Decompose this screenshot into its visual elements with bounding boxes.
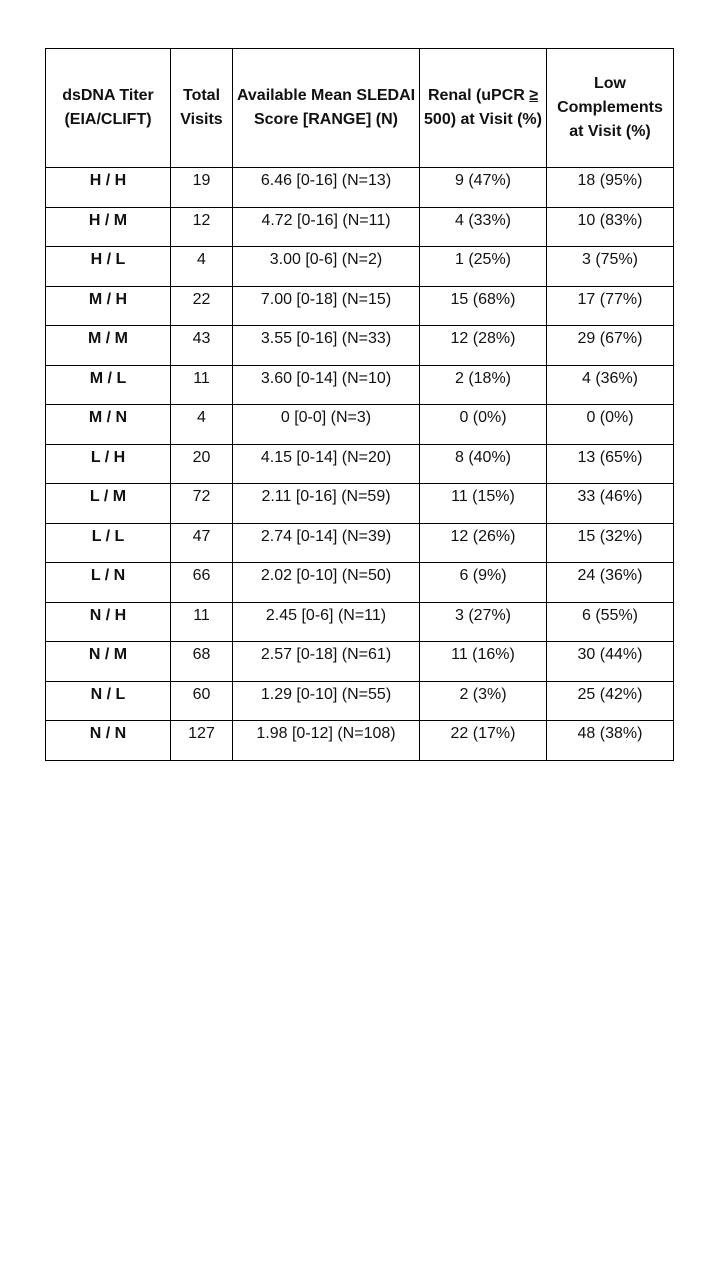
cell-renal: 6 (9%) xyxy=(420,563,547,603)
cell-renal: 0 (0%) xyxy=(420,405,547,445)
cell-total-visits: 72 xyxy=(171,484,233,524)
cell-total-visits: 68 xyxy=(171,642,233,682)
cell-total-visits: 4 xyxy=(171,405,233,445)
cell-titer: H / M xyxy=(46,207,171,247)
table-row xyxy=(46,721,674,761)
sledai-titer-table xyxy=(45,48,674,761)
header-mean-sledai: Available Mean SLEDAI Score [RANGE] (N) xyxy=(233,49,420,168)
cell-titer: M / N xyxy=(46,405,171,445)
cell-titer: N / N xyxy=(46,721,171,761)
cell-titer: L / L xyxy=(46,523,171,563)
header-total-visits: Total Visits xyxy=(171,49,233,168)
cell-titer: H / L xyxy=(46,247,171,287)
table-row xyxy=(46,405,674,445)
table-row xyxy=(46,444,674,484)
cell-total-visits: 12 xyxy=(171,207,233,247)
cell-titer: N / H xyxy=(46,602,171,642)
cell-low-complements: 30 (44%) xyxy=(547,642,674,682)
cell-renal: 4 (33%) xyxy=(420,207,547,247)
cell-mean-sledai: 2.57 [0-18] (N=61) xyxy=(233,642,420,682)
cell-titer: N / L xyxy=(46,681,171,721)
table-body xyxy=(46,168,674,761)
cell-low-complements: 3 (75%) xyxy=(547,247,674,287)
cell-low-complements: 33 (46%) xyxy=(547,484,674,524)
table-row xyxy=(46,286,674,326)
table-header xyxy=(46,49,674,168)
cell-titer: N / M xyxy=(46,642,171,682)
cell-titer: L / H xyxy=(46,444,171,484)
cell-low-complements: 18 (95%) xyxy=(547,168,674,208)
cell-low-complements: 6 (55%) xyxy=(547,602,674,642)
cell-titer: L / M xyxy=(46,484,171,524)
cell-total-visits: 19 xyxy=(171,168,233,208)
cell-titer: H / H xyxy=(46,168,171,208)
cell-total-visits: 11 xyxy=(171,365,233,405)
cell-renal: 11 (16%) xyxy=(420,642,547,682)
cell-titer: M / M xyxy=(46,326,171,366)
cell-total-visits: 60 xyxy=(171,681,233,721)
cell-mean-sledai: 1.98 [0-12] (N=108) xyxy=(233,721,420,761)
cell-total-visits: 11 xyxy=(171,602,233,642)
cell-titer: M / H xyxy=(46,286,171,326)
cell-renal: 2 (18%) xyxy=(420,365,547,405)
cell-low-complements: 10 (83%) xyxy=(547,207,674,247)
cell-low-complements: 0 (0%) xyxy=(547,405,674,445)
cell-renal: 8 (40%) xyxy=(420,444,547,484)
table-row xyxy=(46,365,674,405)
cell-renal: 9 (47%) xyxy=(420,168,547,208)
cell-low-complements: 29 (67%) xyxy=(547,326,674,366)
cell-mean-sledai: 3.60 [0-14] (N=10) xyxy=(233,365,420,405)
cell-renal: 12 (26%) xyxy=(420,523,547,563)
cell-mean-sledai: 0 [0-0] (N=3) xyxy=(233,405,420,445)
cell-low-complements: 25 (42%) xyxy=(547,681,674,721)
table-container xyxy=(45,48,674,761)
cell-mean-sledai: 3.00 [0-6] (N=2) xyxy=(233,247,420,287)
cell-mean-sledai: 1.29 [0-10] (N=55) xyxy=(233,681,420,721)
header-renal-after: 500) at Visit (%) xyxy=(424,111,542,128)
cell-low-complements: 48 (38%) xyxy=(547,721,674,761)
table-row xyxy=(46,484,674,524)
table-row xyxy=(46,168,674,208)
cell-total-visits: 43 xyxy=(171,326,233,366)
table-row xyxy=(46,247,674,287)
table-row xyxy=(46,523,674,563)
cell-total-visits: 22 xyxy=(171,286,233,326)
cell-titer: M / L xyxy=(46,365,171,405)
cell-total-visits: 4 xyxy=(171,247,233,287)
table-row xyxy=(46,681,674,721)
cell-mean-sledai: 2.11 [0-16] (N=59) xyxy=(233,484,420,524)
cell-renal: 22 (17%) xyxy=(420,721,547,761)
table-row xyxy=(46,563,674,603)
cell-renal: 1 (25%) xyxy=(420,247,547,287)
cell-renal: 3 (27%) xyxy=(420,602,547,642)
cell-renal: 11 (15%) xyxy=(420,484,547,524)
table-row xyxy=(46,326,674,366)
cell-total-visits: 66 xyxy=(171,563,233,603)
header-row xyxy=(46,49,674,168)
cell-low-complements: 13 (65%) xyxy=(547,444,674,484)
cell-low-complements: 4 (36%) xyxy=(547,365,674,405)
cell-mean-sledai: 3.55 [0-16] (N=33) xyxy=(233,326,420,366)
cell-total-visits: 20 xyxy=(171,444,233,484)
cell-mean-sledai: 6.46 [0-16] (N=13) xyxy=(233,168,420,208)
cell-total-visits: 47 xyxy=(171,523,233,563)
header-dsdna-titer: dsDNA Titer (EIA/CLIFT) xyxy=(46,49,171,168)
cell-mean-sledai: 2.74 [0-14] (N=39) xyxy=(233,523,420,563)
table-row xyxy=(46,642,674,682)
cell-low-complements: 24 (36%) xyxy=(547,563,674,603)
cell-mean-sledai: 7.00 [0-18] (N=15) xyxy=(233,286,420,326)
cell-low-complements: 15 (32%) xyxy=(547,523,674,563)
table-row xyxy=(46,207,674,247)
cell-renal: 12 (28%) xyxy=(420,326,547,366)
cell-mean-sledai: 4.72 [0-16] (N=11) xyxy=(233,207,420,247)
table-row xyxy=(46,602,674,642)
header-low-complements: Low Complements at Visit (%) xyxy=(547,49,674,168)
header-renal-before: Renal (uPCR xyxy=(427,87,530,104)
cell-mean-sledai: 2.02 [0-10] (N=50) xyxy=(233,563,420,603)
cell-renal: 2 (3%) xyxy=(420,681,547,721)
header-renal xyxy=(420,49,547,168)
cell-mean-sledai: 4.15 [0-14] (N=20) xyxy=(233,444,420,484)
header-renal-ge: ≥ xyxy=(529,87,539,104)
cell-mean-sledai: 2.45 [0-6] (N=11) xyxy=(233,602,420,642)
cell-low-complements: 17 (77%) xyxy=(547,286,674,326)
cell-titer: L / N xyxy=(46,563,171,603)
cell-renal: 15 (68%) xyxy=(420,286,547,326)
cell-total-visits: 127 xyxy=(171,721,233,761)
